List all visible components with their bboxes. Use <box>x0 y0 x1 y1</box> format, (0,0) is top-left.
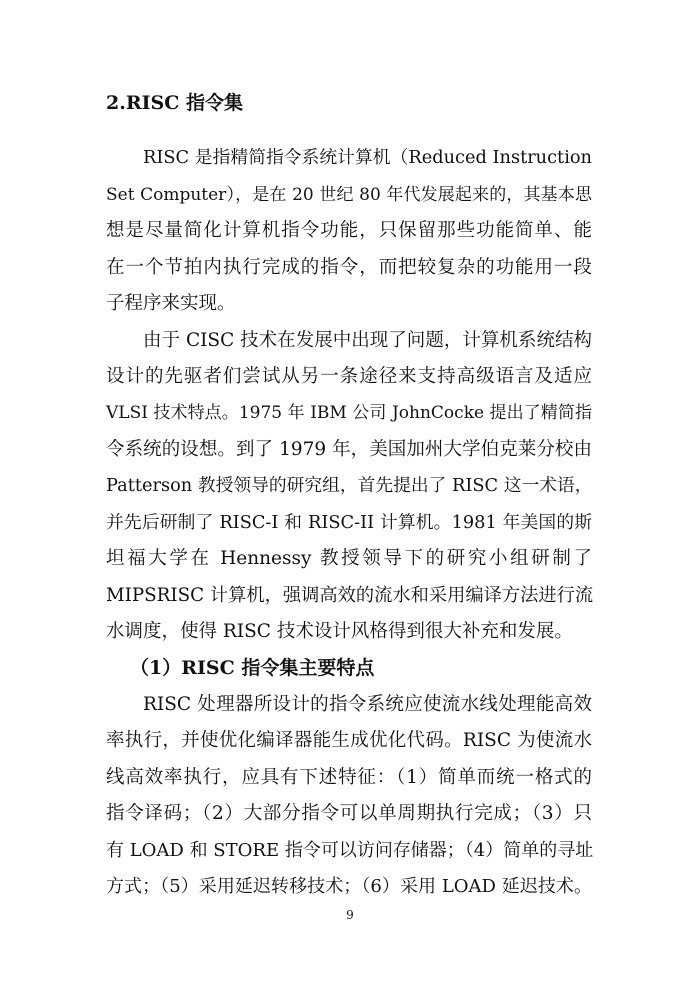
paragraph-line: 并先后研制了 RISC-I 和 RISC-II 计算机。1981 年美国的斯 <box>106 513 592 533</box>
paragraph-line: 有 LOAD 和 STORE 指令可以访问存储器；（4）简单的寻址 <box>106 840 594 861</box>
paragraph-line: RISC 处理器所设计的指令系统应使流水线处理能高效 <box>143 694 592 715</box>
page-number: 9 <box>346 908 354 922</box>
paragraph-line: 线高效率执行，应具有下述特征：（1）简单而统一格式的 <box>106 767 592 788</box>
paragraph-line: 由于 CISC 技术在发展中出现了问题，计算机系统结构 <box>143 330 592 351</box>
paragraph-line: 子程序来实现。 <box>106 293 236 314</box>
paragraph-line: 率执行，并使优化编译器能生成优化代码。RISC 为使流水 <box>106 730 592 751</box>
paragraph-line: 水调度，使得 RISC 技术设计风格得到很大补充和发展。 <box>106 621 573 642</box>
paragraph-line: 令系统的设想。到了 1979 年，美国加州大学伯克莱分校由 <box>106 439 592 460</box>
paragraph-line: Patterson 教授领导的研究组，首先提出了 RISC 这一术语， <box>106 476 593 496</box>
paragraph-line: 坦福大学在 Hennessy 教授领导下的研究小组研制了 <box>106 548 592 569</box>
section-title: 2.RISC 指令集 <box>106 92 243 114</box>
paragraph-line: 方式；（5）采用延迟转移技术；（6）采用 LOAD 延迟技术。 <box>106 876 592 897</box>
paragraph-line: 想是尽量简化计算机指令功能，只保留那些功能简单、能 <box>106 220 592 241</box>
paragraph-line: VLSI 技术特点。1975 年 IBM 公司 JohnCocke 提出了精简指 <box>106 403 592 423</box>
paragraph-line: 设计的先驱者们尝试从另一条途径来支持高级语言及适应 <box>106 366 592 387</box>
paragraph-line: 指令译码；（2）大部分指令可以单周期执行完成；（3）只 <box>106 803 592 824</box>
paragraph-line: RISC 是指精简指令系统计算机（Reduced Instruction <box>143 148 592 168</box>
paragraph-line: 在一个节拍内执行完成的指令，而把较复杂的功能用一段 <box>106 257 592 278</box>
paragraph-line: Set Computer），是在 20 世纪 80 年代发展起来的，其基本思 <box>106 185 592 205</box>
paragraph-line: MIPSRISC 计算机，强调高效的流水和采用编译方法进行流 <box>106 585 594 606</box>
subsection-title: （1）RISC 指令集主要特点 <box>130 657 375 679</box>
